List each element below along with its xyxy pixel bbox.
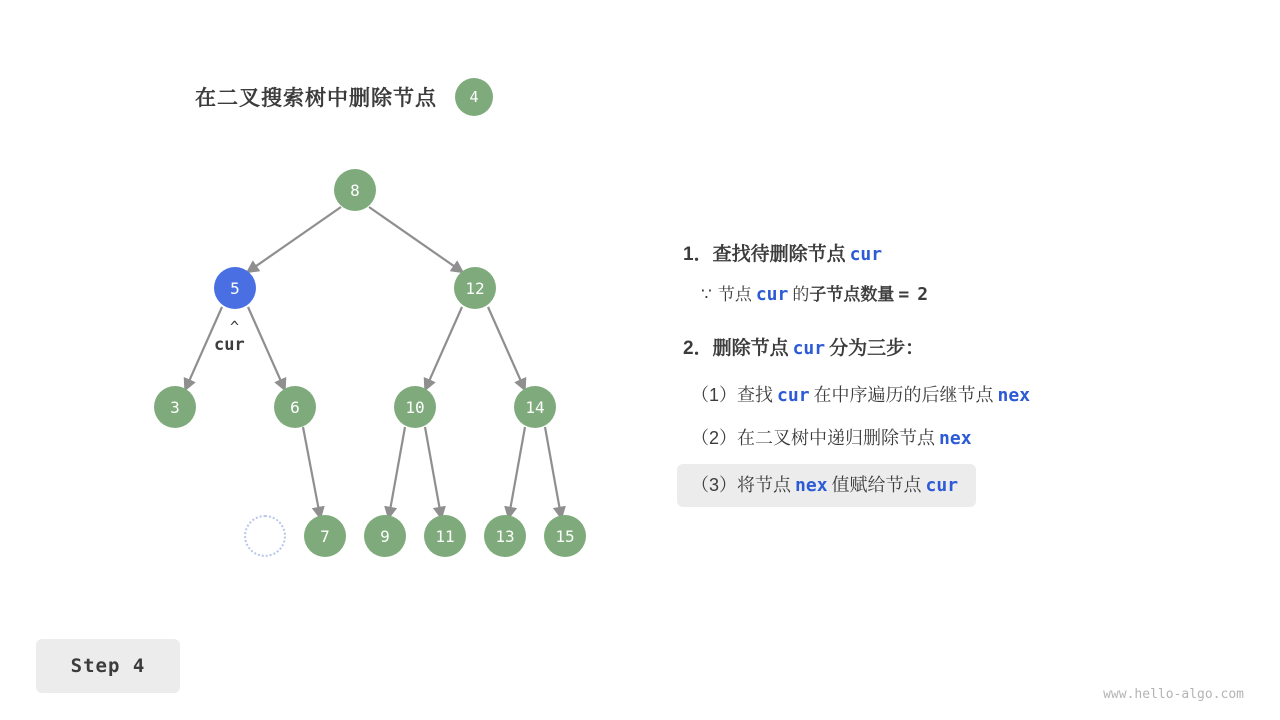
tree-node-7: 7: [304, 515, 346, 557]
tree-node-8: 8: [334, 169, 376, 211]
step-1-text: 1．查找待删除节点: [683, 244, 846, 265]
tree-node-10: 10: [394, 386, 436, 428]
tree-node-9: 9: [364, 515, 406, 557]
step-text: 在中序遍历的后继节点: [813, 385, 994, 405]
step-1-heading: [683, 240, 1243, 270]
tree-edge: [248, 307, 284, 388]
binary-search-tree: [0, 0, 660, 600]
title-badge-node: 4: [455, 78, 493, 116]
step-2-code-cur: cur: [792, 338, 826, 359]
tree-node-5: 5: [214, 267, 256, 309]
cur-pointer-label: cur: [214, 335, 245, 355]
step-row: [683, 417, 984, 460]
step-2-item-3: [683, 460, 1243, 507]
step-2-item-list: [683, 374, 1243, 507]
reason-bold-text: 子节点数量: [809, 285, 895, 304]
tree-node-6: 6: [274, 386, 316, 428]
tree-edge: [509, 427, 525, 516]
tree-node-11: 11: [424, 515, 466, 557]
reason-line: [701, 280, 1243, 310]
tree-edges: [0, 0, 660, 600]
tree-node-12: 12: [454, 267, 496, 309]
reason-text-2: 的: [792, 285, 810, 304]
tree-node-3: 3: [154, 386, 196, 428]
tree-edge: [426, 307, 462, 388]
code-token-cur: cur: [925, 475, 959, 496]
tree-node-14: 14: [514, 386, 556, 428]
explanation-panel: [683, 240, 1243, 507]
tree-node-13: 13: [484, 515, 526, 557]
step-2-text: 2．删除节点: [683, 338, 789, 359]
code-token-nex: nex: [939, 428, 972, 449]
step-text: （2）在二叉树中递归删除节点: [691, 428, 936, 448]
step-1-code-cur: cur: [849, 244, 883, 265]
tree-edge: [249, 207, 341, 271]
reason-equals: =: [898, 284, 910, 305]
highlighted-step-row: [677, 464, 976, 507]
tree-node-placeholder: [244, 515, 286, 557]
step-2-suffix: 分为三步：: [829, 338, 925, 359]
tree-edge: [545, 427, 561, 516]
code-token-cur: cur: [777, 385, 810, 406]
step-2-item-2: [683, 417, 1243, 460]
cur-pointer-caret: ^: [230, 318, 240, 336]
step-text: （1）查找: [691, 385, 774, 405]
step-text: 值赋给节点: [831, 475, 922, 495]
tree-edge: [369, 207, 461, 271]
tree-node-15: 15: [544, 515, 586, 557]
step-2-item-1: [683, 374, 1243, 417]
tree-edge: [303, 427, 320, 516]
footer-url: www.hello-algo.com: [1103, 687, 1244, 702]
page-title: 在二叉搜索树中删除节点: [195, 87, 437, 110]
code-token-nex: nex: [997, 385, 1031, 406]
tree-edge: [488, 307, 524, 388]
step-text: （3）将节点: [691, 475, 792, 495]
step-indicator: Step 4: [36, 639, 180, 693]
code-token-nex: nex: [795, 475, 828, 496]
reason-symbol: ∵: [701, 285, 712, 304]
reason-code-cur: cur: [755, 284, 789, 305]
step-2-heading: [683, 334, 1243, 364]
step-row: [683, 374, 1042, 417]
reason-text-1: 节点: [717, 285, 752, 304]
tree-edge: [425, 427, 441, 516]
reason-value: 2: [917, 284, 929, 305]
tree-edge: [389, 427, 405, 516]
